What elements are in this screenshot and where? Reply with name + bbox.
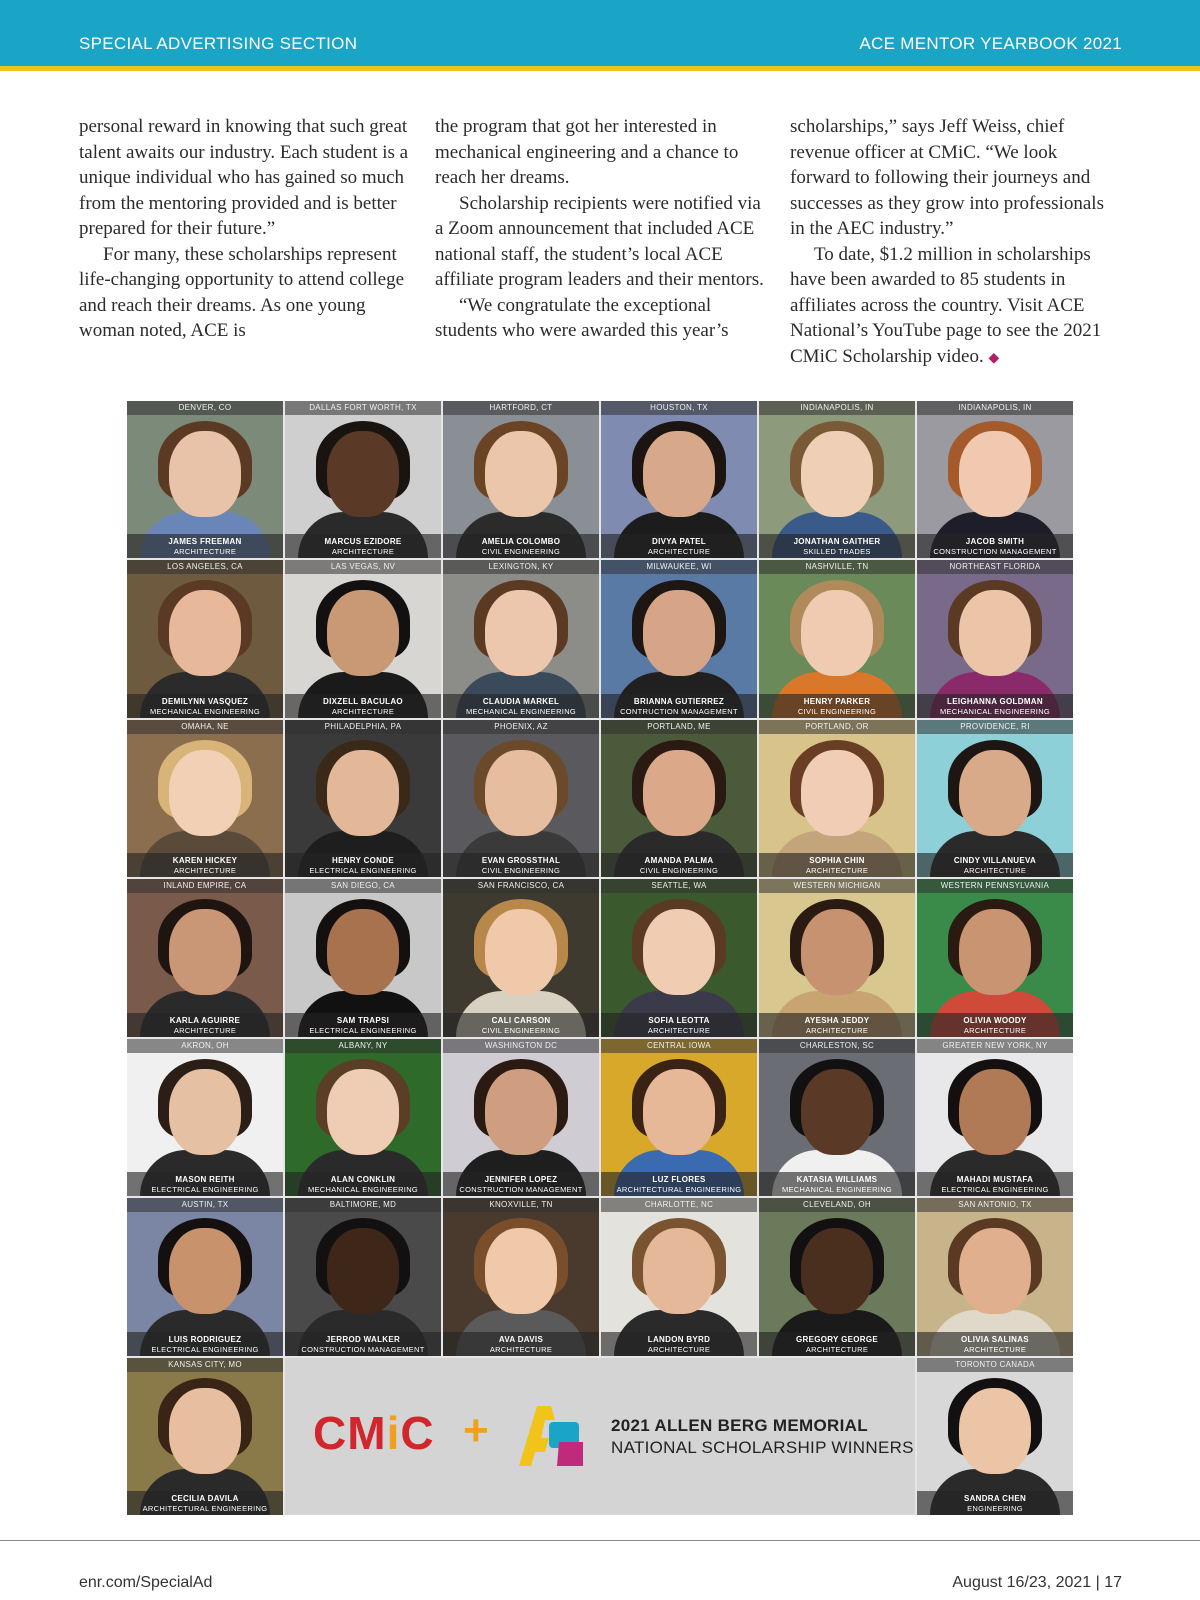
paragraph: the program that got her interested in mechanical engineering and a chance to reach her dreams. [435,116,739,188]
winner-tile [759,1198,915,1355]
winner-location: NASHVILLE, TN [759,560,915,574]
winner-caption [285,534,441,558]
cmic-wordmark: CMiC [313,1406,435,1459]
winner-name: DEMILYNN VASQUEZ [161,696,249,706]
winner-caption [917,853,1073,877]
winner-tile [601,720,757,877]
winner-tile [917,401,1073,558]
portrait-face [959,1228,1031,1314]
winner-location: CHARLOTTE, NC [601,1198,757,1212]
portrait-face [801,590,873,676]
winner-name: SANDRA CHEN [963,1494,1027,1503]
winner-name: KATASIA WILLIAMS [796,1175,878,1185]
winner-name: JACOB SMITH [965,537,1025,547]
paragraph [790,242,1122,372]
winner-caption [285,853,441,877]
portrait-face [959,750,1031,836]
winner-name: BRIANNA GUTIERREZ [633,696,725,706]
portrait-face [327,750,399,836]
portrait-face [169,750,241,836]
winner-name: AVA DAVIS [498,1334,544,1344]
footer-url: enr.com/SpecialAd [79,1574,213,1591]
winner-field: ARCHITECTURAL ENGINEERING [142,1504,268,1513]
winner-caption [443,534,599,558]
winner-field: ELECTRICAL ENGINEERING [151,1185,259,1195]
winner-name: CLAUDIA MARKEL [482,696,560,706]
winner-tile [127,720,283,877]
winner-field: CONSTRUCTION MANAGEMENT [933,547,1057,557]
winner-name: LEIGHANNA GOLDMAN [947,696,1043,706]
winner-field: ARCHITECTURE [173,547,237,557]
winner-caption [285,694,441,718]
winner-location: CLEVELAND, OH [759,1198,915,1212]
winner-caption [759,1332,915,1356]
winner-location: PROVIDENCE, RI [917,720,1073,734]
winner-tile [917,720,1073,877]
portrait-face [643,431,715,517]
winner-tile [285,401,441,558]
winner-caption [285,1013,441,1037]
winner-name: LUZ FLORES [652,1175,706,1185]
winner-name: LUIS RODRIGUEZ [168,1334,242,1344]
portrait-face [485,909,557,995]
winner-location: INDIANAPOLIS, IN [759,401,915,415]
winner-location: HOUSTON, TX [601,401,757,415]
winner-tile [443,560,599,717]
banner-title: 2021 ALLEN BERG MEMORIAL [611,1415,868,1435]
winner-tile [759,1039,915,1196]
winner-tile [127,1039,283,1196]
article-column-1 [79,114,411,344]
winner-field: ARCHITECTURE [805,1344,869,1354]
portrait-face [959,1069,1031,1155]
portrait-face [169,1388,241,1474]
winner-name: CECILIA DAVILA [171,1494,239,1503]
winner-caption [443,1332,599,1356]
winner-caption [759,534,915,558]
winner-name: MAHADI MUSTAFA [956,1175,1034,1185]
winner-tile [443,879,599,1036]
winner-caption [759,853,915,877]
winner-caption [917,1332,1073,1356]
winner-name: DIXZELL BACULAO [323,696,403,706]
winner-name: MASON REITH [175,1175,235,1185]
portrait-face [485,431,557,517]
portrait-face [485,1069,557,1155]
winner-location: AKRON, OH [127,1039,283,1053]
header-bar [0,0,1200,66]
scholarship-winners-grid [127,401,1073,1515]
winner-name: OLIVIA WOODY [963,1015,1027,1025]
winner-location: SAN ANTONIO, TX [917,1198,1073,1212]
winner-tile [601,1198,757,1355]
winner-field: CIVIL ENGINEERING [481,1025,561,1035]
winner-caption [127,1013,283,1037]
winner-field: ARCHITECTURE [647,547,711,557]
winner-field: ARCHITECTURE [173,866,237,876]
sponsor-banner [285,1358,915,1515]
winner-name: AMELIA COLOMBO [481,537,561,547]
winner-caption [917,694,1073,718]
winner-tile [285,720,441,877]
winner-field: CONSTRUCTION MANAGEMENT [459,1185,583,1195]
winner-location: GREATER NEW YORK, NY [917,1039,1073,1053]
winner-location: PORTLAND, OR [759,720,915,734]
winner-location: DENVER, CO [127,401,283,415]
winner-name: CALI CARSON [491,1015,551,1025]
winner-caption [443,853,599,877]
winner-location: WESTERN PENNSYLVANIA [917,879,1073,893]
portrait-face [801,1069,873,1155]
winner-tile [443,401,599,558]
winner-tile [443,1198,599,1355]
winner-field: ARCHITECTURE [647,1344,711,1354]
portrait-face [959,909,1031,995]
winner-field: CONSTRUCTION MANAGEMENT [301,1344,425,1354]
winner-caption [917,534,1073,558]
winner-field: ARCHITECTURE [331,547,395,557]
portrait-face [643,1069,715,1155]
winner-caption [127,1491,283,1515]
winner-tile [127,1198,283,1355]
winner-name: DIVYA PATEL [652,537,706,547]
end-mark-icon: ◆ [988,350,1000,366]
winner-caption [917,1172,1073,1196]
winner-tile [917,560,1073,717]
winner-name: JERROD WALKER [325,1334,401,1344]
winner-name: ALAN CONKLIN [330,1175,396,1185]
winner-caption [601,853,757,877]
paragraph: scholarships,” says Jeff Weiss, chief revenue officer at CMiC. “We look forward to following their journeys and successes as they grow into professionals in the AEC industry.” [790,116,1104,239]
winner-location: ALBANY, NY [285,1039,441,1053]
winner-tile [601,401,757,558]
portrait-face [327,590,399,676]
winner-location: PORTLAND, ME [601,720,757,734]
winner-tile [759,879,915,1036]
winner-tile [127,879,283,1036]
winner-tile [127,401,283,558]
winner-tile [285,560,441,717]
portrait-face [327,1069,399,1155]
winner-location: PHILADELPHIA, PA [285,720,441,734]
portrait-face [643,909,715,995]
winner-location: WESTERN MICHIGAN [759,879,915,893]
winner-location: AUSTIN, TX [127,1198,283,1212]
winner-location: LOS ANGELES, CA [127,560,283,574]
winner-tile [759,560,915,717]
banner-subtitle: NATIONAL SCHOLARSHIP WINNERS [611,1437,914,1457]
portrait-face [959,431,1031,517]
winner-field: ELECTRICAL ENGINEERING [309,1025,417,1035]
winner-caption [285,1172,441,1196]
cmic-logo [313,1406,435,1460]
winner-name: JENNIFER LOPEZ [484,1175,558,1185]
winner-tile [285,879,441,1036]
winner-caption [601,1013,757,1037]
winner-field: ELECTRICAL ENGINEERING [151,1344,259,1354]
winner-tile [917,1039,1073,1196]
winner-field: ARCHITECTURE [963,1344,1027,1354]
winner-location: SAN FRANCISCO, CA [443,879,599,893]
winner-name: MARCUS EZIDORE [324,537,402,547]
portrait-face [169,1069,241,1155]
winner-tile [127,1358,283,1515]
winner-location: INLAND EMPIRE, CA [127,879,283,893]
winner-field: CIVIL ENGINEERING [481,866,561,876]
header-rule [0,66,1200,71]
winner-location: HARTFORD, CT [443,401,599,415]
winner-location: SAN DIEGO, CA [285,879,441,893]
winner-location: TORONTO CANADA [917,1358,1073,1372]
winner-name: JONATHAN GAITHER [793,537,881,547]
winner-field: SKILLED TRADES [803,547,871,557]
paragraph: “We congratulate the exceptional students who were awarded this year’s [435,294,729,341]
article-column-3 [790,114,1122,371]
portrait-face [327,1228,399,1314]
paragraph: personal reward in knowing that such great talent awaits our industry. Each student is a unique individual who has gained so much from the mentoring provided and is better prepared for their future.” [79,116,409,239]
winner-field: ARCHITECTURE [647,1025,711,1035]
winner-location: CHARLESTON, SC [759,1039,915,1053]
winner-caption [759,1013,915,1037]
winner-field: CIVIL ENGINEERING [797,706,877,716]
footer-rule [0,1540,1200,1541]
winner-name: CINDY VILLANUEVA [953,856,1037,866]
winner-location: CENTRAL IOWA [601,1039,757,1053]
portrait-face [327,909,399,995]
winner-caption [127,1332,283,1356]
winner-location: MILWAUKEE, WI [601,560,757,574]
winner-caption [601,1332,757,1356]
portrait-face [485,750,557,836]
winner-caption [127,534,283,558]
winner-field: MECHANICAL ENGINEERING [149,706,261,716]
winner-tile [443,1039,599,1196]
winner-name: GREGORY GEORGE [796,1334,878,1344]
portrait-face [169,590,241,676]
winner-name: HENRY CONDE [332,856,394,866]
winner-field: CIVIL ENGINEERING [639,866,719,876]
portrait-face [959,1388,1031,1474]
winner-tile [917,879,1073,1036]
winner-location: NORTHEAST FLORIDA [917,560,1073,574]
paragraph: For many, these scholarships represent life-changing opportunity to attend college and reach their dreams. As one young woman noted, ACE is [79,243,405,341]
winner-caption [917,1013,1073,1037]
winner-name: SAM TRAPSI [336,1015,390,1025]
winner-name: OLIVIA SALINAS [961,1334,1029,1344]
winner-field: ARCHITECTURE [805,866,869,876]
winner-caption [917,1491,1073,1515]
winner-caption [759,694,915,718]
winner-tile [917,1198,1073,1355]
footer-date-page: August 16/23, 2021 | 17 [952,1574,1122,1591]
paragraph: Scholarship recipients were notified via a Zoom announcement that included ACE national staff, the student’s local ACE affiliate program leaders and their mentors. [435,192,764,290]
winner-field: MECHANICAL ENGINEERING [465,706,577,716]
article-column-2 [435,114,767,344]
portrait-face [169,909,241,995]
portrait-face [801,750,873,836]
winner-tile [759,720,915,877]
winner-location: KANSAS CITY, MO [127,1358,283,1372]
winner-location: BALTIMORE, MD [285,1198,441,1212]
winner-tile [127,560,283,717]
winner-location: LAS VEGAS, NV [285,560,441,574]
winner-location: SEATTLE, WA [601,879,757,893]
winner-name: JAMES FREEMAN [168,537,242,547]
winner-tile [443,720,599,877]
winner-field: MECHANICAL ENGINEERING [307,1185,419,1195]
plus-sign: + [463,1405,489,1455]
winner-tile [285,1039,441,1196]
winner-location: PHOENIX, AZ [443,720,599,734]
winner-caption [443,1013,599,1037]
winner-tile [601,879,757,1036]
portrait-face [327,431,399,517]
ace-mentor-logo-icon [515,1402,587,1468]
paragraph-text: To date, $1.2 million in scholarships have been awarded to 85 students in affiliates across the country. Visit ACE National’s YouTube page to see the 2021 CMiC Scholarship video. [790,243,1102,367]
portrait-face [959,590,1031,676]
winner-tile [759,401,915,558]
portrait-face [169,431,241,517]
winner-caption [285,1332,441,1356]
winner-tile [917,1358,1073,1515]
winner-field: ARCHITECTURE [963,1025,1027,1035]
winner-name: LANDON BYRD [647,1334,711,1344]
winner-field: ARCHITECTURE [173,1025,237,1035]
winner-tile [601,1039,757,1196]
portrait-face [643,590,715,676]
winner-tile [601,560,757,717]
portrait-face [169,1228,241,1314]
winner-name: AYESHA JEDDY [804,1015,870,1025]
winner-caption [127,1172,283,1196]
winner-field: ARCHITECTURAL ENGINEERING [616,1185,742,1195]
winner-caption [601,694,757,718]
winner-name: AMANDA PALMA [644,856,714,866]
winner-caption [759,1172,915,1196]
winner-field: ARCHITECTURE [489,1344,553,1354]
winner-caption [601,1172,757,1196]
winner-field: ELECTRICAL ENGINEERING [309,866,417,876]
winner-field: ARCHITECTURE [963,866,1027,876]
winner-location: DALLAS FORT WORTH, TX [285,401,441,415]
winner-name: SOPHIA CHIN [809,856,865,866]
winner-caption [127,694,283,718]
winner-location: INDIANAPOLIS, IN [917,401,1073,415]
winner-tile [285,1198,441,1355]
portrait-face [801,431,873,517]
winner-field: ARCHITECTURE [331,706,395,716]
winner-caption [443,1172,599,1196]
section-label: SPECIAL ADVERTISING SECTION [79,34,358,53]
winner-field: CIVIL ENGINEERING [481,547,561,557]
portrait-face [801,1228,873,1314]
winner-field: MECHANICAL ENGINEERING [781,1185,893,1195]
portrait-face [485,590,557,676]
winner-caption [127,853,283,877]
portrait-face [801,909,873,995]
winner-field: ARCHITECTURE [805,1025,869,1035]
winner-caption [601,534,757,558]
winner-location: OMAHA, NE [127,720,283,734]
winner-name: EVAN GROSSTHAL [481,856,561,866]
portrait-face [643,1228,715,1314]
winner-name: SOFIA LEOTTA [648,1015,710,1025]
winner-location: KNOXVILLE, TN [443,1198,599,1212]
winner-field: MECHANICAL ENGINEERING [939,706,1051,716]
winner-field: CONTRUCTION MANAGEMENT [620,706,738,716]
winner-name: HENRY PARKER [803,696,871,706]
winner-name: KAREN HICKEY [172,856,238,866]
portrait-face [643,750,715,836]
winner-location: WASHINGTON DC [443,1039,599,1053]
winner-name: KARLA AGUIRRE [169,1015,241,1025]
winner-caption [443,694,599,718]
winner-field: ENGINEERING [967,1504,1023,1513]
portrait-face [485,1228,557,1314]
winner-field: ELECTRICAL ENGINEERING [941,1185,1049,1195]
publication-label: ACE MENTOR YEARBOOK 2021 [859,34,1122,53]
winner-location: LEXINGTON, KY [443,560,599,574]
